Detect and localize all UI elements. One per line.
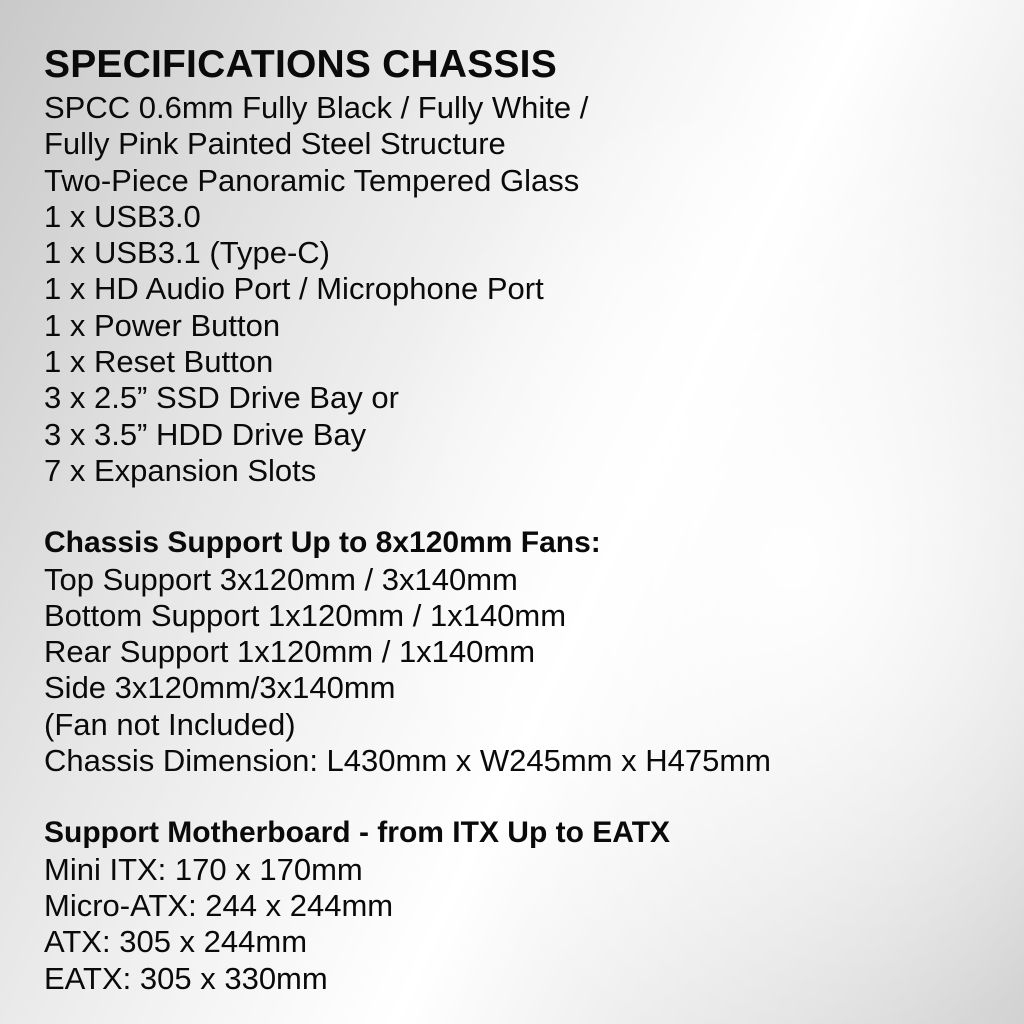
spec-line: 3 x 2.5” SSD Drive Bay or xyxy=(44,380,399,416)
spec-line: 1 x USB3.0 xyxy=(44,198,201,234)
fan-spec-line: Rear Support 1x120mm / 1x140mm xyxy=(44,634,536,670)
motherboard-spec-line: Micro-ATX: 244 x 244mm xyxy=(44,887,394,923)
fan-spec-line: Chassis Dimension: L430mm x W245mm x H475mm xyxy=(44,743,771,779)
spec-line: 1 x Power Button xyxy=(44,307,281,343)
fan-spec-line: Bottom Support 1x120mm / 1x140mm xyxy=(44,597,567,633)
fan-support-section xyxy=(44,525,1004,779)
spec-line: 7 x Expansion Slots xyxy=(44,452,317,488)
page-title: SPECIFICATIONS CHASSIS xyxy=(44,43,557,86)
motherboard-heading: Support Motherboard - from ITX Up to EATX xyxy=(44,816,671,850)
spec-line: Fully Pink Painted Steel Structure xyxy=(44,126,506,162)
fan-spec-line: Side 3x120mm/3x140mm xyxy=(44,670,396,706)
general-specs-list xyxy=(44,90,1004,489)
spec-line: 1 x USB3.1 (Type-C) xyxy=(44,235,330,271)
spec-line: 3 x 3.5” HDD Drive Bay xyxy=(44,416,367,452)
spec-line: 1 x HD Audio Port / Microphone Port xyxy=(44,271,544,307)
section-spacer xyxy=(44,779,1004,815)
motherboard-section xyxy=(44,815,1004,996)
fan-support-heading: Chassis Support Up to 8x120mm Fans: xyxy=(44,526,601,560)
motherboard-spec-line: EATX: 305 x 330mm xyxy=(44,960,328,996)
spec-sheet xyxy=(44,40,1004,997)
fan-spec-line: Top Support 3x120mm / 3x140mm xyxy=(44,561,518,597)
spec-line: Two-Piece Panoramic Tempered Glass xyxy=(44,162,580,198)
motherboard-spec-line: Mini ITX: 170 x 170mm xyxy=(44,851,363,887)
spec-line: 1 x Reset Button xyxy=(44,344,274,380)
spec-line: SPCC 0.6mm Fully Black / Fully White / xyxy=(44,90,589,125)
section-spacer xyxy=(44,489,1004,525)
motherboard-spec-line: ATX: 305 x 244mm xyxy=(44,924,308,960)
fan-spec-line: (Fan not Included) xyxy=(44,706,296,742)
